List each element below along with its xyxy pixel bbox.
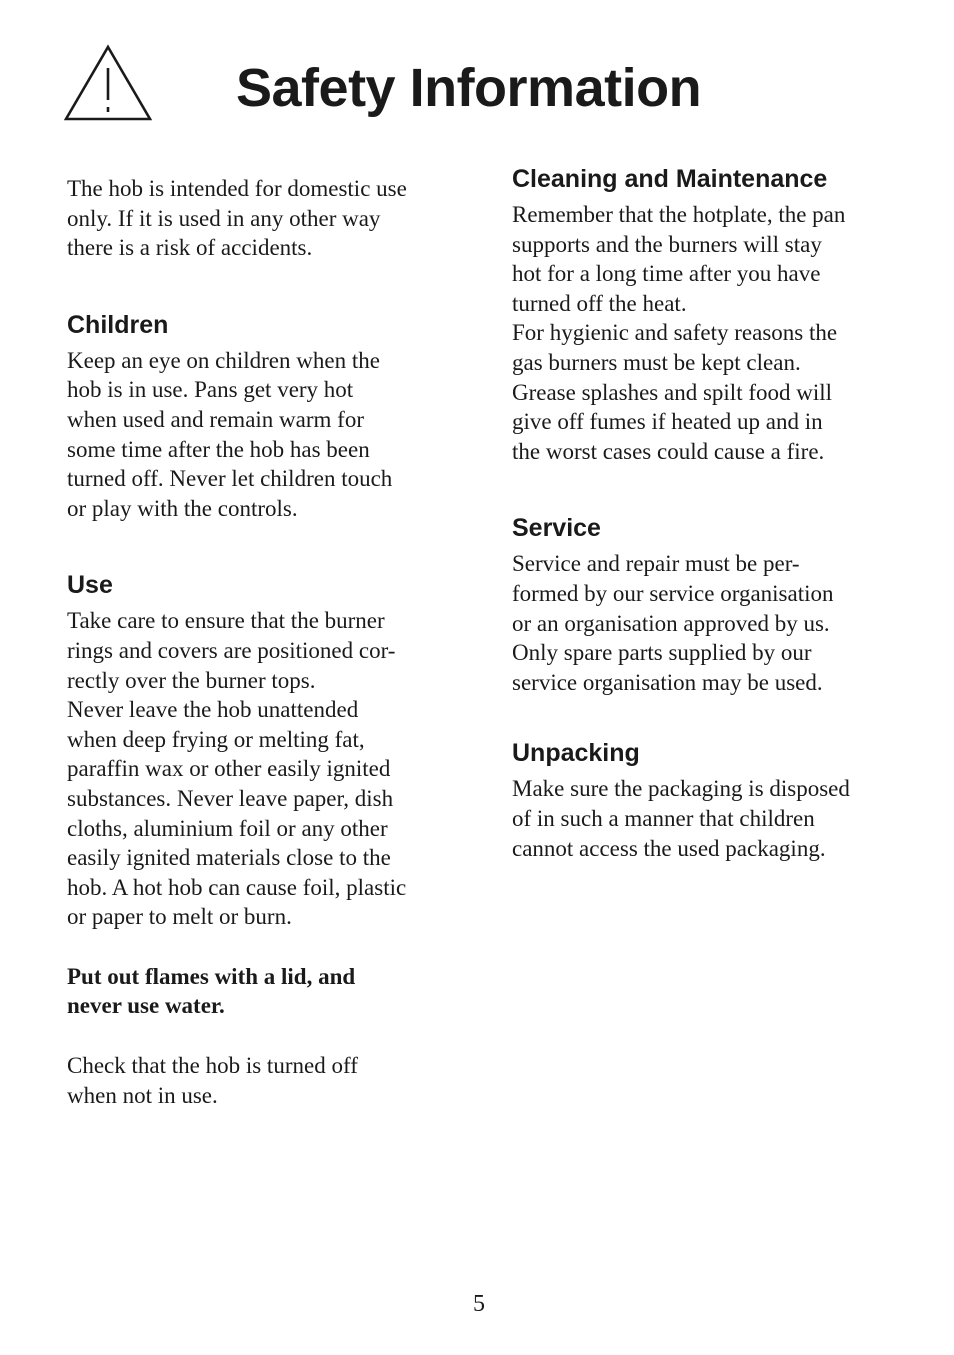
children-paragraph: Keep an eye on children when the hob is in use. Pans get very hot when used and remain warm for some time after the hob has been turned off. Never let children touch or play with the controls. (67, 347, 393, 521)
turn-off-note: Check that the hob is turned off when not in use. (67, 1053, 358, 1108)
use-heading: Use (67, 571, 113, 600)
warning-triangle-icon (64, 44, 152, 122)
unpacking-heading: Unpacking (512, 739, 640, 768)
page-title: Safety Information (236, 58, 702, 118)
flames-warning: Put out flames with a lid, and never use water. (67, 963, 356, 1019)
intro-paragraph: The hob is intended for domestic use only. If it is used in any other way there is a risk of accidents. (67, 176, 407, 261)
page-number: 5 (473, 1291, 485, 1317)
right-column (512, 163, 902, 863)
service-paragraph: Service and repair must be per- formed by our service organisation or an organisation approved by us. Only spare parts supplied by our service organisation may be used. (512, 551, 834, 695)
cleaning-paragraph: Remember that the hotplate, the pan supports and the burners will stay hot for a long time after you have turned off the heat. For hygienic and safety reasons the gas burners must be kept clean. Grease splashes and spilt food will give off fumes if heated up and in the worst cases could cause a fire. (512, 202, 846, 464)
left-column (67, 174, 452, 1110)
cleaning-heading: Cleaning and Maintenance (512, 165, 828, 193)
children-heading: Children (67, 310, 169, 339)
use-paragraph: Take care to ensure that the burner rings and covers are positioned cor- rectly over the burner tops. Never leave the hob unattended when deep frying or melting fat, paraffin wax or other easily ignited substances. Never leave paper, dish cloths, aluminium foil or any other easily ignited materials close to the hob. A hot hob can cause foil, plastic or paper to melt or burn. (67, 608, 407, 930)
unpacking-paragraph: Make sure the packaging is disposed of in such a manner that children cannot access the used packaging. (512, 776, 850, 861)
service-heading: Service (512, 514, 601, 543)
